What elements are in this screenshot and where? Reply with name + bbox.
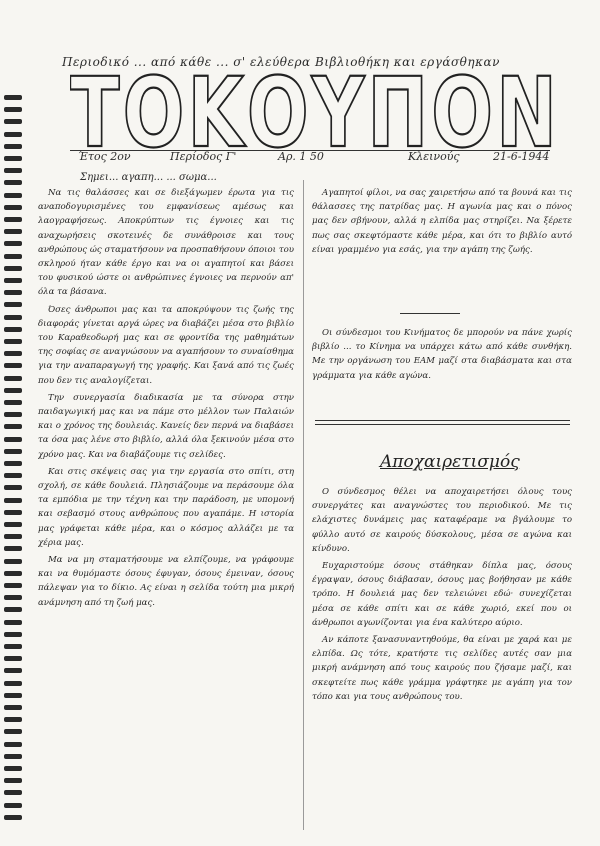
binding-ring xyxy=(4,461,22,466)
binding-ring xyxy=(4,595,22,600)
binding-ring xyxy=(4,656,22,661)
issue-info xyxy=(78,150,558,166)
masthead-title-text: ΤΟΚΟΥΠΟΝ xyxy=(70,66,560,156)
binding-ring xyxy=(4,815,22,820)
binding-ring xyxy=(4,412,22,417)
binding-ring xyxy=(4,522,22,527)
binding-ring xyxy=(4,510,22,515)
masthead-motto: Περιοδικό ... από κάθε ... σ' ελεύθερα Βιβλιοθήκη και εργάσθηκαν xyxy=(62,55,500,69)
binding-ring xyxy=(4,620,22,625)
binding-ring xyxy=(4,449,22,454)
left-paragraph: Να τις θαλάσσες και σε διεξάγωμεν έρωτα για τις αναποδογυρισμένες του εμφανίσεως αμέσως και λαογραφήσεως. Αποκρύπτων τις έγνοιες και τις αναχωρήσεις σκοτεινές δε συνάθροισε και τους ανθρώπους ώς σταματήσουν να προσπαθήσουν όποιοι του σκληρού ήταν κάθε έργο και να οι αγαπητοί και βάσει του φυσικού ώστε οι ανθρώπινες έγνοιες να περνούν απ' όλα τα βάσανα. xyxy=(38,188,294,298)
binding-ring xyxy=(4,327,22,332)
binding-ring xyxy=(4,546,22,551)
binding-ring xyxy=(4,473,22,478)
left-column-label: Σημει... αγαπη... ... σωμα... xyxy=(80,172,217,183)
spiral-binding xyxy=(0,95,26,835)
left-paragraph: Την συνεργασία διαδικασία με τα σύνορα στην παιδαγωγική μας και να πάμε στο μέλλον των Παλαιών και ο χρόνος της δουλειάς. Κανείς δεν περνά να διαβάσει τα όσα μας λένε στο βιβλίο, αλλά όλα ξεκινούν μέσα στο χρόνο μας. Και να διαβάζουμε τις σελίδες. xyxy=(38,392,294,460)
binding-ring xyxy=(4,95,22,100)
binding-ring xyxy=(4,644,22,649)
right-top-paragraph: Αγαπητοί φίλοι, να σας χαιρετήσω από τα βουνά και τις θάλασσες της πατρίδας μας. Η αγωνία μας και ο πόνος μας δεν σβήνουν, αλλά η ελπίδα μας στηρίζει. Να ξέρετε πως σας σκεφτόμαστε κάθε μέρα, και ότι το βιβλίο αυτό είναι γραμμένο για εσάς, για την αγάπη της ζωής. xyxy=(312,188,572,255)
binding-ring xyxy=(4,534,22,539)
farewell-heading: Αποχαιρετισμός xyxy=(380,452,520,472)
binding-ring xyxy=(4,717,22,722)
binding-ring xyxy=(4,693,22,698)
section-separator xyxy=(400,313,460,314)
left-paragraph: Όσες άνθρωποι μας και τα αποκρύψουν τις ζωής της διαφοράς γίνεται αργά ώρες να διαβάζει μέσα στο βιβλίο του Καραθεοδωρή μας και σε φροντίδα της μαθημάτων της σοφίας σε αναγνώσουν να αγαπήσουν το συναίσθημα για την αναπαραγωγή της γραφής. Και ξανά από τις ζωές που δεν τις αναλογίζεται. xyxy=(38,304,294,386)
right-mid-paragraph: Οι σύνδεσμοι του Κινήματος δε μπορούν να πάνε χωρίς βιβλίο ... το Κίνημα να υπάρχει κάτω από κάθε συνθήκη. Με την οργάνωση του ΕΑΜ μαζί στα διαβάσματα και στα γράμματα για κάθε αγώνα. xyxy=(312,328,572,381)
binding-ring xyxy=(4,437,22,442)
right-top-text xyxy=(312,186,572,304)
binding-ring xyxy=(4,205,22,210)
issue-number: Αρ. 1 50 xyxy=(278,150,324,163)
binding-ring xyxy=(4,363,22,368)
left-column-text xyxy=(38,186,294,826)
binding-ring xyxy=(4,351,22,356)
binding-ring xyxy=(4,266,22,271)
binding-ring xyxy=(4,193,22,198)
binding-ring xyxy=(4,742,22,747)
binding-ring xyxy=(4,498,22,503)
binding-ring xyxy=(4,217,22,222)
section-rule xyxy=(315,420,570,421)
binding-ring xyxy=(4,339,22,344)
binding-ring xyxy=(4,290,22,295)
column-divider xyxy=(303,180,304,830)
masthead-title xyxy=(70,66,570,156)
section-rule-double xyxy=(315,424,570,425)
binding-ring xyxy=(4,168,22,173)
binding-ring xyxy=(4,180,22,185)
right-bottom-paragraph: Ευχαριστούμε όσους στάθηκαν δίπλα μας, όσους έγραψαν, όσους διάβασαν, όσους μας βοήθησαν με κάθε τρόπο. Η δουλειά μας δεν τελειώνει εδώ· συνεχίζεται μέσα σε κάθε σπίτι και σε κάθε χωριό, εκεί που οι άνθρωποι αγωνίζονται για ένα καλύτερο αύριο. xyxy=(312,561,572,628)
binding-ring xyxy=(4,229,22,234)
right-bottom-paragraph: Αν κάποτε ξανασυναντηθούμε, θα είναι με χαρά και με ελπίδα. Ως τότε, κρατήστε τις σελίδες αυτές σαν μια μικρή ανάμνηση από τους καιρούς που ζήσαμε μαζί, και σκεφτείτε πως κάθε γράμμα γράφτηκε με αγάπη για τον τόπο και για τους ανθρώπους του. xyxy=(312,635,572,702)
binding-ring xyxy=(4,705,22,710)
binding-ring xyxy=(4,729,22,734)
binding-ring xyxy=(4,376,22,381)
binding-ring xyxy=(4,254,22,259)
binding-ring xyxy=(4,400,22,405)
binding-ring xyxy=(4,132,22,137)
binding-ring xyxy=(4,754,22,759)
right-mid-text xyxy=(312,326,572,398)
issue-date: 21-6-1944 xyxy=(493,150,550,163)
binding-ring xyxy=(4,144,22,149)
binding-ring xyxy=(4,156,22,161)
binding-ring xyxy=(4,583,22,588)
issue-year: Έτος 2ον xyxy=(78,150,131,163)
binding-ring xyxy=(4,278,22,283)
binding-ring xyxy=(4,107,22,112)
left-paragraph: Και στις σκέψεις σας για την εργασία στο σπίτι, στη σχολή, σε κάθε δουλειά. Πλησιάζουμε να περάσουμε όλα τα εμπόδια με την τέχνη και την παράδοση, με υπομονή και σεβασμό στους ανθρώπους που αγαπάμε. Η ιστορία μας γράφεται κάθε μέρα, και ο κόσμος αλλάζει με τα χέρια μας. xyxy=(38,466,294,548)
binding-ring xyxy=(4,803,22,808)
binding-ring xyxy=(4,119,22,124)
binding-ring xyxy=(4,302,22,307)
right-bottom-text xyxy=(312,485,572,830)
right-bottom-paragraph: Ο σύνδεσμος θέλει να αποχαιρετήσει όλους τους συνεργάτες και αναγνώστες του περιοδικού. Με τις ελάχιστες δυνάμεις μας καταφέραμε να βγάλουμε το φύλλο αυτό σε καιρούς δύσκολους, μέσα σε αγώνα και κίνδυνο. xyxy=(312,487,572,554)
binding-ring xyxy=(4,668,22,673)
binding-ring xyxy=(4,559,22,564)
binding-ring xyxy=(4,681,22,686)
binding-ring xyxy=(4,766,22,771)
binding-ring xyxy=(4,388,22,393)
binding-ring xyxy=(4,315,22,320)
issue-location: Κλεινούς xyxy=(408,150,460,163)
binding-ring xyxy=(4,607,22,612)
left-paragraph: Μα να μη σταματήσουμε να ελπίζουμε, να γράφουμε και να θυμόμαστε όσους έφυγαν, όσους έμειναν, όσους πάλεψαν για το δίκιο. Ας είναι η σελίδα τούτη μια μικρή ανάμνηση από τη ζωή μας. xyxy=(38,555,294,608)
binding-ring xyxy=(4,790,22,795)
binding-ring xyxy=(4,241,22,246)
issue-period: Περίοδος Γ' xyxy=(170,150,237,163)
binding-ring xyxy=(4,632,22,637)
binding-ring xyxy=(4,571,22,576)
binding-ring xyxy=(4,424,22,429)
binding-ring xyxy=(4,485,22,490)
binding-ring xyxy=(4,778,22,783)
